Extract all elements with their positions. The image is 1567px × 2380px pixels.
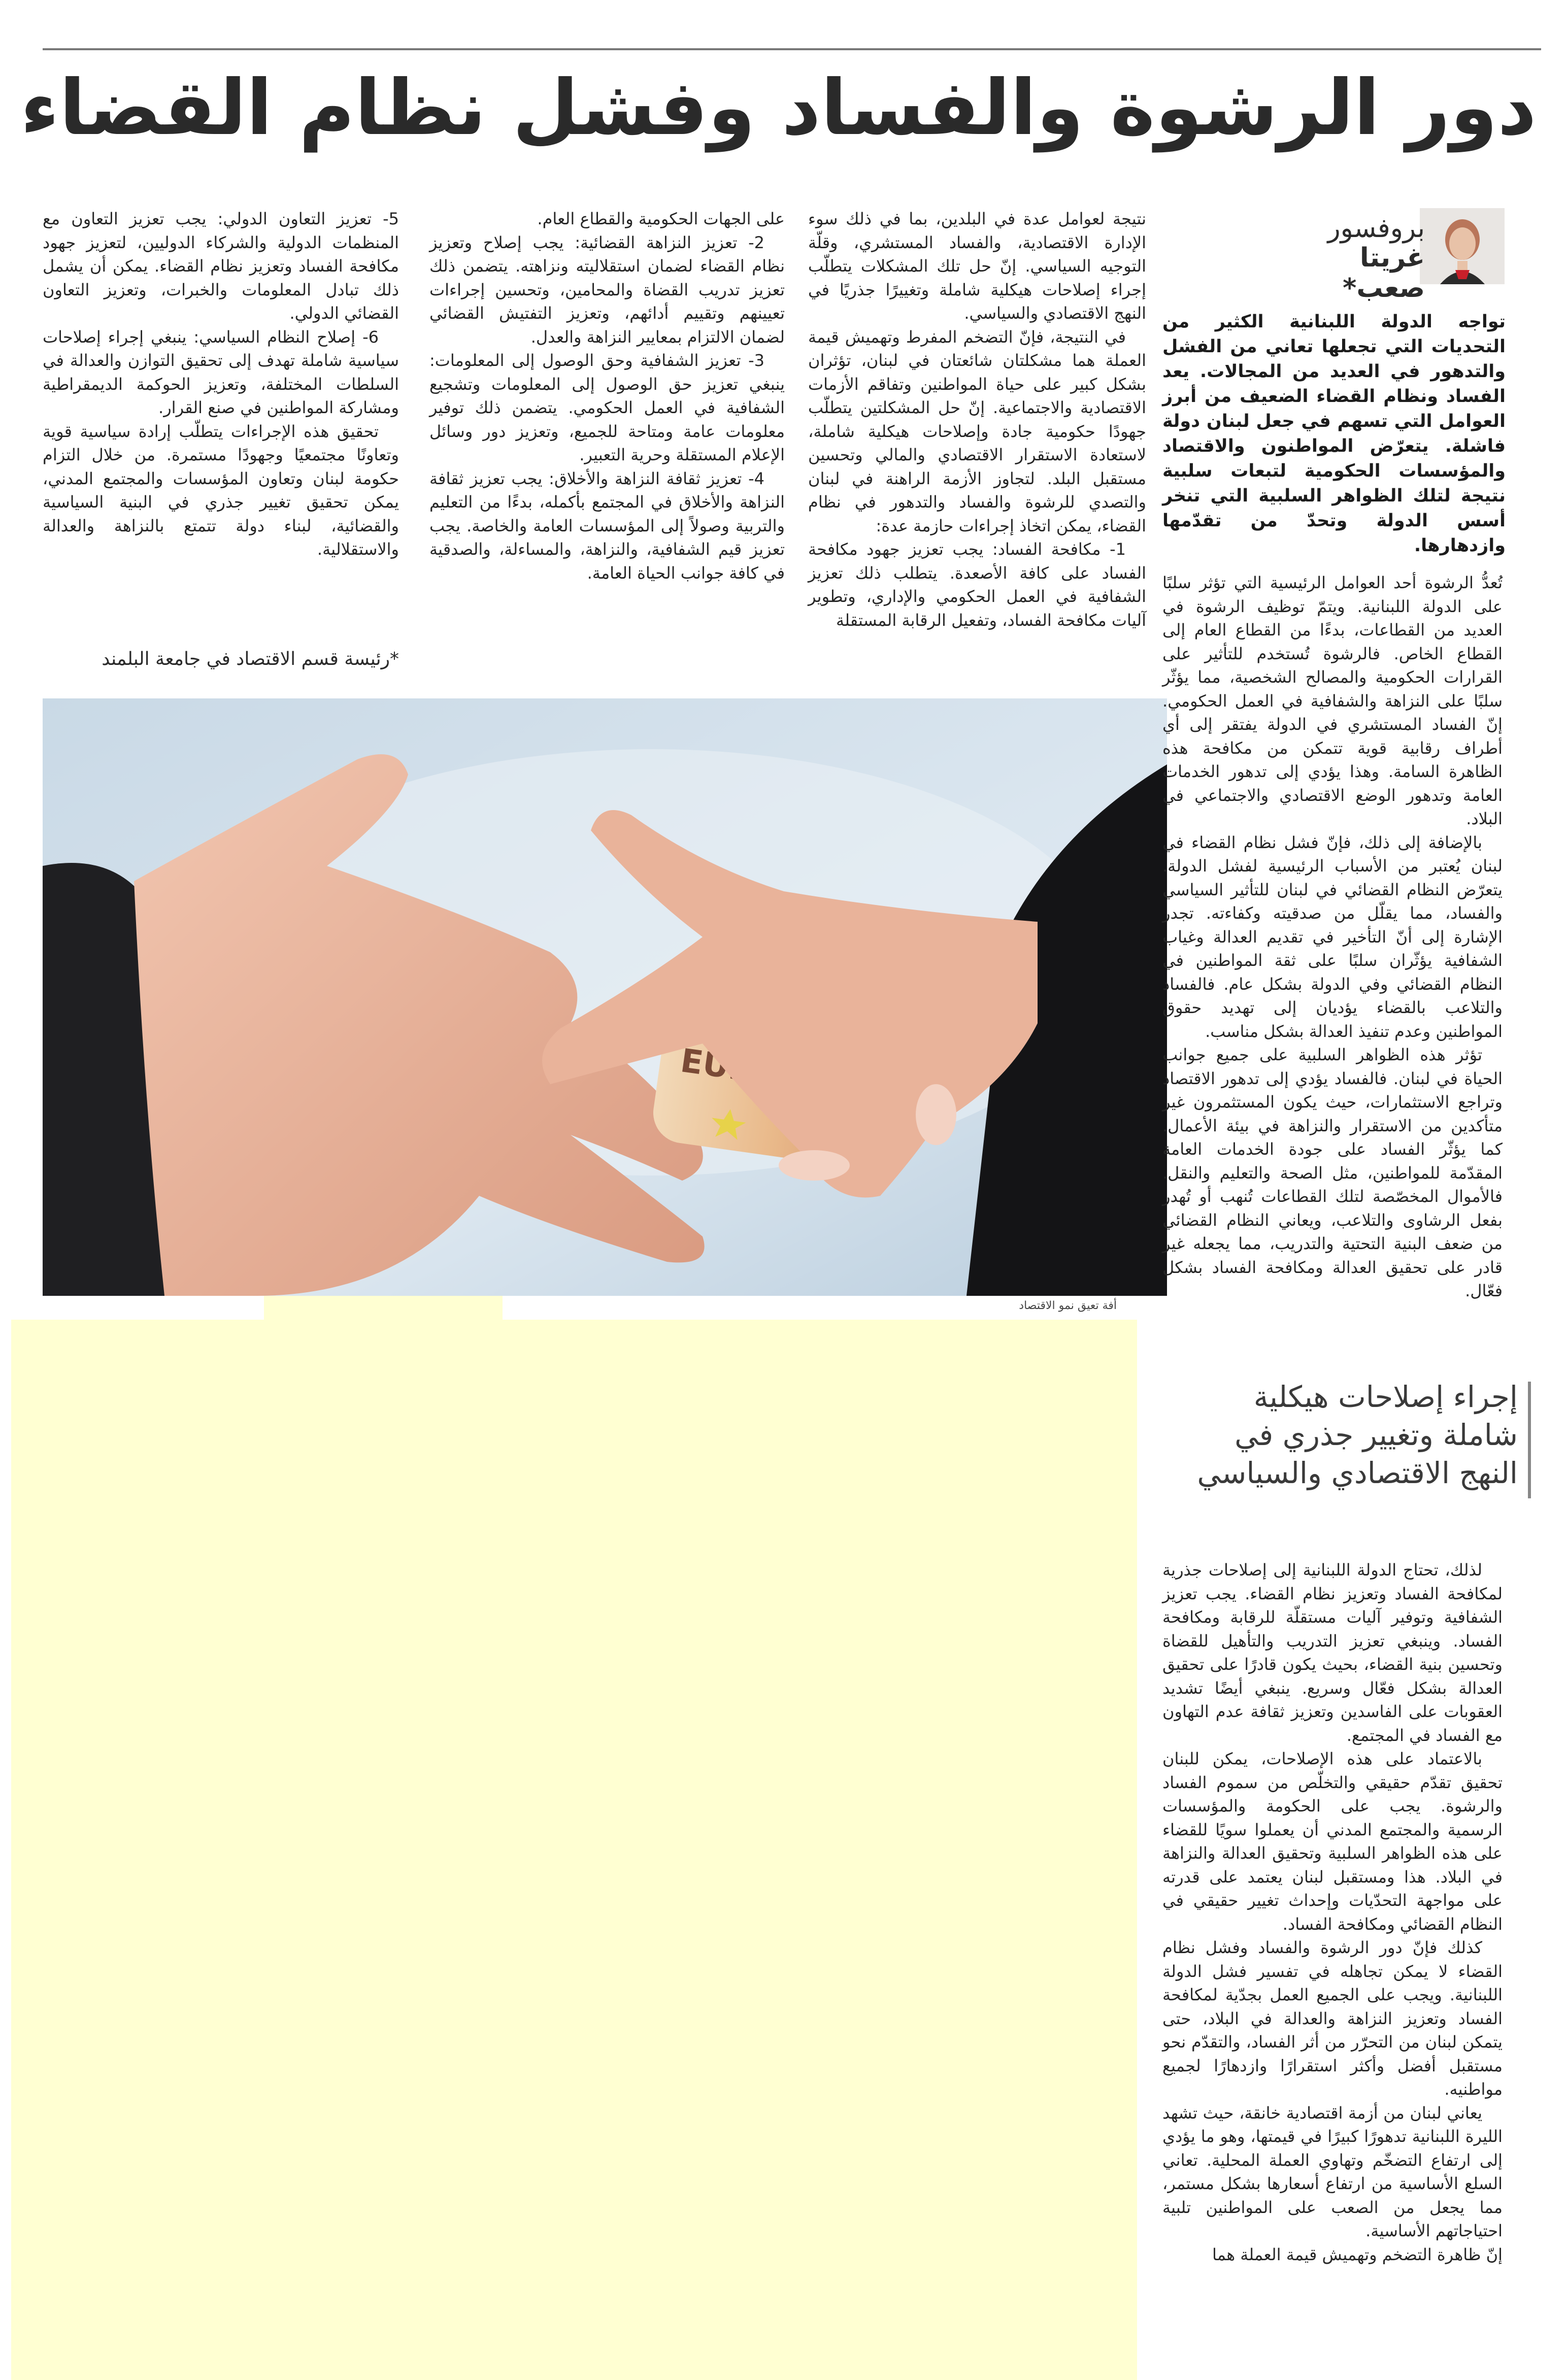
handshake-bribe-image <box>43 698 1167 1296</box>
col4-paragraph: تحقيق هذه الإجراءات يتطلّب إرادة سياسية قوية وتعاونًا مجتمعيًا وجهودًا مستمرة. من خلال التزام حكومة لبنان وتعاون المؤسسات والمجتمع المدني، يمكن تحقيق تغيير جذري في البنية السياسية والقضائية، لبناء دولة تتمتع بالنزاهة والعدالة والاستقلالية. <box>43 421 399 559</box>
col1-paragraph: تؤثر هذه الظواهر السلبية على جميع جوانب الحياة في لبنان. فالفساد يؤدي إلى تدهور الاقتصاد وتراجع الاستثمارات، حيث يكون المستثمرون غير متأكدين من الاستقرار والنزاهة في بيئة الأعمال. كما يؤثّر الفساد على جودة الخدمات العامة المقدّمة للمواطنين، مثل الصحة والتعليم والنقل. فالأموال المخصّصة لتلك القطاعات تُنهب أو تُهدر بفعل الرشاوى والتلاعب، ويعاني النظام القضائي من ضعف البنية التحتية والتدريب، مما يجعله غير قادر على تحقيق العدالة ومكافحة الفساد بشكل فعّال. <box>1162 1045 1503 1300</box>
col3-paragraph: على الجهات الحكومية والقطاع العام. <box>537 209 785 228</box>
col3-paragraph: 2- تعزيز النزاهة القضائية: يجب إصلاح وتعزيز نظام القضاء لضمان استقلاليته ونزاهته. يتضمن ذلك تعزيز تدريب القضاة والمحامين، وتحسين إجراءات تعيينهم وتقييم أدائهم، وتعزيز التفتيش القضائي لضمان الالتزام بمعايير النزاهة والعدل. <box>429 232 785 347</box>
lead-paragraph: تواجه الدولة اللبنانية الكثير من التحديات التي تجعلها تعاني من الفشل والتدهور في العديد من المجالات. يعد الفساد ونظام القضاء الضعيف من أبرز العوامل التي تسهم في جعل لبنان دولة فاشلة. يتعرّض المواطنون والاقتصاد والمؤسسات الحكومية لتبعات سلبية نتيجة لتلك الظواهر السلبية التي تنخر أسس الدولة وتحدّ من تقدّمها وازدهارها. <box>1162 312 1506 556</box>
photo-caption: أفة تعيق نمو الاقتصاد <box>1019 1299 1117 1312</box>
col1-paragraph: تُعدُّ الرشوة أحد العوامل الرئيسية التي تؤثر سلبًا على الدولة اللبنانية. ويتمّ توظيف الرشوة في العديد من القطاعات، بدءًا من القطاع العام إلى القطاع الخاص. فالرشوة تُستخدم للتأثير على القرارات الحكومية والمصالح الشخصية، مما يؤثّر سلبًا على النزاهة والشفافية في العمل الحكومي. إنّ الفساد المستشري في الدولة يفتقر إلى أي أطراف رقابية قوية تتمكن من مكافحة هذه الظاهرة السامة. وهذا يؤدي إلى تدهور الخدمات العامة وتدهور الوضع الاقتصادي والاجتماعي في البلاد. <box>1162 573 1503 828</box>
pullquote: إجراء إصلاحات هيكلية شاملة وتغيير جذري في النهج الاقتصادي والسياسي <box>1197 1380 1518 1490</box>
col1-paragraph: بالاعتماد على هذه الإصلاحات، يمكن للبنان تحقيق تقدّم حقيقي والتخلّص من سموم الفساد والرشوة. يجب على الحكومة والمؤسسات الرسمية والمجتمع المدني أن يعملوا سويًا للقضاء على هذه الظواهر السلبية وتحقيق العدالة والنزاهة في البلاد. هذا ومستقبل لبنان يعتمد على قدرته على مواجهة التحدّيات وإحداث تغيير حقيقي في النظام القضائي ومكافحة الفساد. <box>1162 1749 1503 1934</box>
column-1-continued <box>1162 1558 1503 2266</box>
author-affiliation: *رئيسة قسم الاقتصاد في جامعة البلمند <box>102 649 399 669</box>
column-4 <box>43 207 399 561</box>
top-rule <box>43 48 1541 50</box>
col1-paragraph: إنّ ظاهرة التضخم وتهميش قيمة العملة هما <box>1212 2244 1503 2264</box>
col1-paragraph: يعاني لبنان من أزمة اقتصادية خانقة، حيث تشهد الليرة اللبنانية تدهورًا كبيرًا في قيمتها، وهو ما يؤدي إلى ارتفاع التضخّم وتهاوي العملة المحلية. تعاني السلع الأساسية من ارتفاع أسعارها بشكل مستمر، مما يجعل من الصعب على المواطنين تلبية احتياجاتهم الأساسية. <box>1162 2103 1503 2240</box>
col4-paragraph: 5- تعزيز التعاون الدولي: يجب تعزيز التعاون مع المنظمات الدولية والشركاء الدوليين، لتعزيز جهود مكافحة الفساد وتعزيز نظام القضاء. يمكن أن يشمل ذلك تبادل المعلومات والخبرات، وتعزيز التعاون القضائي الدولي. <box>43 209 399 323</box>
column-1 <box>1162 571 1503 1303</box>
col3-paragraph: 4- تعزيز ثقافة النزاهة والأخلاق: يجب تعزيز ثقافة النزاهة والأخلاق في المجتمع بأكمله، بدءًا من التعليم والتربية وصولاً إلى المؤسسات العامة والخاصة. يجب تعزيز قيم الشفافية، والنزاهة، والمساءلة، والصدقية في كافة جوانب الحياة العامة. <box>429 468 785 583</box>
author-name: غريتا صعب* <box>1343 243 1425 304</box>
column-3 <box>429 207 785 585</box>
col4-paragraph: 6- إصلاح النظام السياسي: ينبغي إجراء إصلاحات سياسية شاملة تهدف إلى تحقيق التوازن والعدالة في السلطات المختلفة، وتعزيز الحوكمة الديمقراطية ومشاركة المواطنين في صنع القرار. <box>43 327 399 417</box>
author-photo <box>1420 208 1505 284</box>
col2-paragraph: 1- مكافحة الفساد: يجب تعزيز جهود مكافحة الفساد على كافة الأصعدة. يتطلب ذلك تعزيز الشفافية في العمل الحكومي والإداري، وتطوير آليات مكافحة الفساد، وتفعيل الرقابة المستقلة <box>808 540 1146 630</box>
col3-paragraph: 3- تعزيز الشفافية وحق الوصول إلى المعلومات: ينبغي تعزيز حق الوصول إلى المعلومات وتشجيع الشفافية في العمل الحكومي. يتضمن ذلك توفير معلومات عامة ومتاحة للجميع، وتعزيز دور وسائل الإعلام المستقلة وحرية التعبير. <box>429 351 785 464</box>
pullquote-bar <box>1528 1382 1531 1498</box>
col1-paragraph: كذلك فإنّ دور الرشوة والفساد وفشل نظام القضاء لا يمكن تجاهله في تفسير فشل الدولة اللبنانية. ويجب على الجميع العمل بجدّية لمكافحة الفساد وتعزيز النزاهة والعدالة في البلاد، حتى يتمكن لبنان من التحرّر من أثر الفساد، والتقدّم نحو مستقبل أفضل وأكثر استقرارًا وازدهارًا لجميع مواطنيه. <box>1162 1938 1503 2099</box>
col2-paragraph: نتيجة لعوامل عدة في البلدين، بما في ذلك سوء الإدارة الاقتصادية، والفساد المستشري، وقلّة التوجيه السياسي. إنّ حل تلك المشكلات يتطلّب إجراء إصلاحات هيكلية شاملة وتغييرًا جذريًا في النهج الاقتصادي والسياسي. <box>808 209 1146 323</box>
highlight-box <box>11 1320 1137 2380</box>
col2-paragraph: في النتيجة، فإنّ التضخم المفرط وتهميش قيمة العملة هما مشكلتان شائعتان في لبنان، تؤثران بشكل كبير على حياة المواطنين وتفاقم الأزمات الاقتصادية والاجتماعية. إنّ حل المشكلتين يتطلّب جهودًا حكومية جادة وإصلاحات هيكلية شاملة، لاستعادة الاستقرار الاقتصادي والمالي وتحسين مستقبل البلد. لتجاوز الأزمة الراهنة في لبنان والتصدي للرشوة والفساد والتدهور في نظام القضاء، يمكن اتخاذ إجراءات حازمة عدة: <box>808 327 1146 535</box>
col1-paragraph: بالإضافة إلى ذلك، فإنّ فشل نظام القضاء في لبنان يُعتبر من الأسباب الرئيسية لفشل الدولة. يتعرّض النظام القضائي في لبنان للتأثير السياسي والفساد، مما يقلّل من صدقيته وكفاءته. تجدر الإشارة إلى أنّ التأخير في تقديم العدالة وغياب الشفافية يؤثّران سلبًا على ثقة المواطنين في النظام القضائي وفي الدولة بشكل عام. فالفساد والتلاعب بالقضاء يؤديان إلى تهديد حقوق المواطنين وعدم تنفيذ العدالة بشكل مناسب. <box>1162 832 1503 1041</box>
headline: دور الرشوة والفساد وفشل نظام القضاء <box>20 64 1537 152</box>
author-title: بروفسور <box>1327 213 1425 244</box>
col1-paragraph: لذلك، تحتاج الدولة اللبنانية إلى إصلاحات جذرية لمكافحة الفساد وتعزيز نظام القضاء. يجب تعزيز الشفافية وتوفير آليات مستقلّة للرقابة ومكافحة الفساد. وينبغي تعزيز التدريب والتأهيل للقضاة وتحسين بنية القضاء، بحيث يكون قادرًا على تحقيق العدالة بشكل فعّال وسريع. ينبغي أيضًا تشديد العقوبات على الفاسدين وتعزيز ثقافة عدم التهاون مع الفساد في المجتمع. <box>1162 1560 1503 1745</box>
column-2 <box>808 207 1146 632</box>
